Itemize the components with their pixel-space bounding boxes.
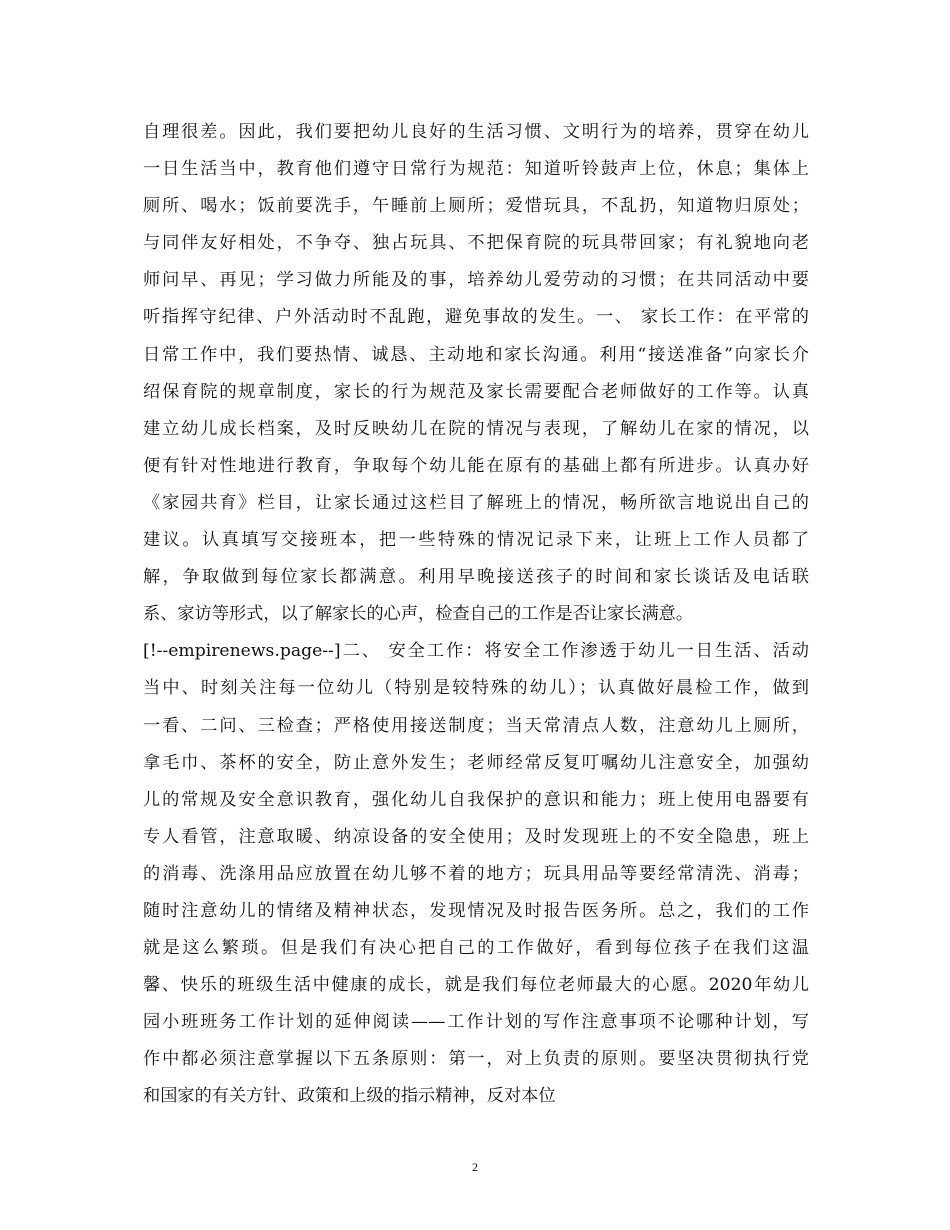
text-line: 建立幼儿成长档案，及时反映幼儿在院的情况与表现，了解幼儿在家的情况，以 [143, 418, 809, 439]
text-line: 和国家的有关方针、政策和上级的指示精神，反对本位 [143, 1086, 556, 1107]
text-line: 园小班班务工作计划的延伸阅读——工作计划的写作注意事项不论哪种计划，写 [143, 1012, 809, 1033]
text-line: 系、家访等形式，以了解家长的心声，检查自己的工作是否让家长满意。 [143, 604, 694, 625]
text-line: 就是这么繁琐。但是我们有决心把自己的工作做好，看到每位孩子在我们这温 [143, 938, 809, 959]
text-line: 一看、二问、三检查；严格使用接送制度；当天常清点人数，注意幼儿上厕所， [143, 715, 809, 736]
text-line: 随时注意幼儿的情绪及精神状态，发现情况及时报告医务所。总之，我们的工作 [143, 900, 809, 921]
text-line: 《家园共育》栏目，让家长通过这栏目了解班上的情况，畅所欲言地说出自己的 [143, 492, 809, 513]
text-line: 师问早、再见；学习做力所能及的事，培养幼儿爱劳动的习惯；在共同活动中要 [143, 270, 809, 291]
text-line: 自理很差。因此，我们要把幼儿良好的生活习惯、文明行为的培养，贯穿在幼儿 [143, 122, 809, 142]
text-line: 专人看管，注意取暖、纳凉设备的安全使用；及时发现班上的不安全隐患，班上 [143, 826, 809, 847]
text-line: 解，争取做到每位家长都满意。利用早晚接送孩子的时间和家长谈话及电话联 [143, 567, 809, 588]
text-line: 的消毒、洗涤用品应放置在幼儿够不着的地方；玩具用品等要经常清洗、消毒； [143, 863, 809, 884]
text-line: 绍保育院的规章制度，家长的行为规范及家长需要配合老师做好的工作等。认真 [143, 381, 809, 402]
text-line: 与同伴友好相处，不争夺、独占玩具、不把保育院的玩具带回家；有礼貌地向老 [143, 233, 809, 254]
text-line: 厕所、喝水；饭前要洗手，午睡前上厕所；爱惜玩具，不乱扔，知道物归原处； [143, 196, 809, 217]
text-line: 馨、快乐的班级生活中健康的成长，就是我们每位老师最大的心愿。2020年幼儿 [143, 975, 809, 996]
text-line: 儿的常规及安全意识教育，强化幼儿自我保护的意识和能力；班上使用电器要有 [143, 789, 809, 810]
text-line: 一日生活当中，教育他们遵守日常行为规范：知道听铃鼓声上位，休息；集体上 [143, 159, 809, 180]
text-line: [!--empirenews.page--]二、 安全工作：将安全工作渗透于幼儿一日生活、活动 [143, 641, 809, 662]
text-line: 作中都必须注意掌握以下五条原则：第一，对上负责的原则。要坚决贯彻执行党 [143, 1049, 809, 1070]
page-number: 2 [472, 1160, 478, 1174]
text-line: 日常工作中，我们要热情、诚恳、主动地和家长沟通。利用“接送准备”向家长介 [143, 344, 809, 365]
text-line: 拿毛巾、茶杯的安全，防止意外发生；老师经常反复叮嘱幼儿注意安全，加强幼 [143, 752, 809, 773]
text-line: 听指挥守纪律、户外活动时不乱跑，避免事故的发生。一、 家长工作：在平常的 [143, 307, 809, 328]
text-line: 建议。认真填写交接班本，把一些特殊的情况记录下来，让班上工作人员都了 [143, 530, 809, 551]
body-text [143, 114, 809, 1116]
text-line: 便有针对性地进行教育，争取每个幼儿能在原有的基础上都有所进步。认真办好 [143, 455, 809, 476]
text-line: 当中、时刻关注每一位幼儿（特别是较特殊的幼儿）；认真做好晨检工作，做到 [143, 678, 809, 699]
